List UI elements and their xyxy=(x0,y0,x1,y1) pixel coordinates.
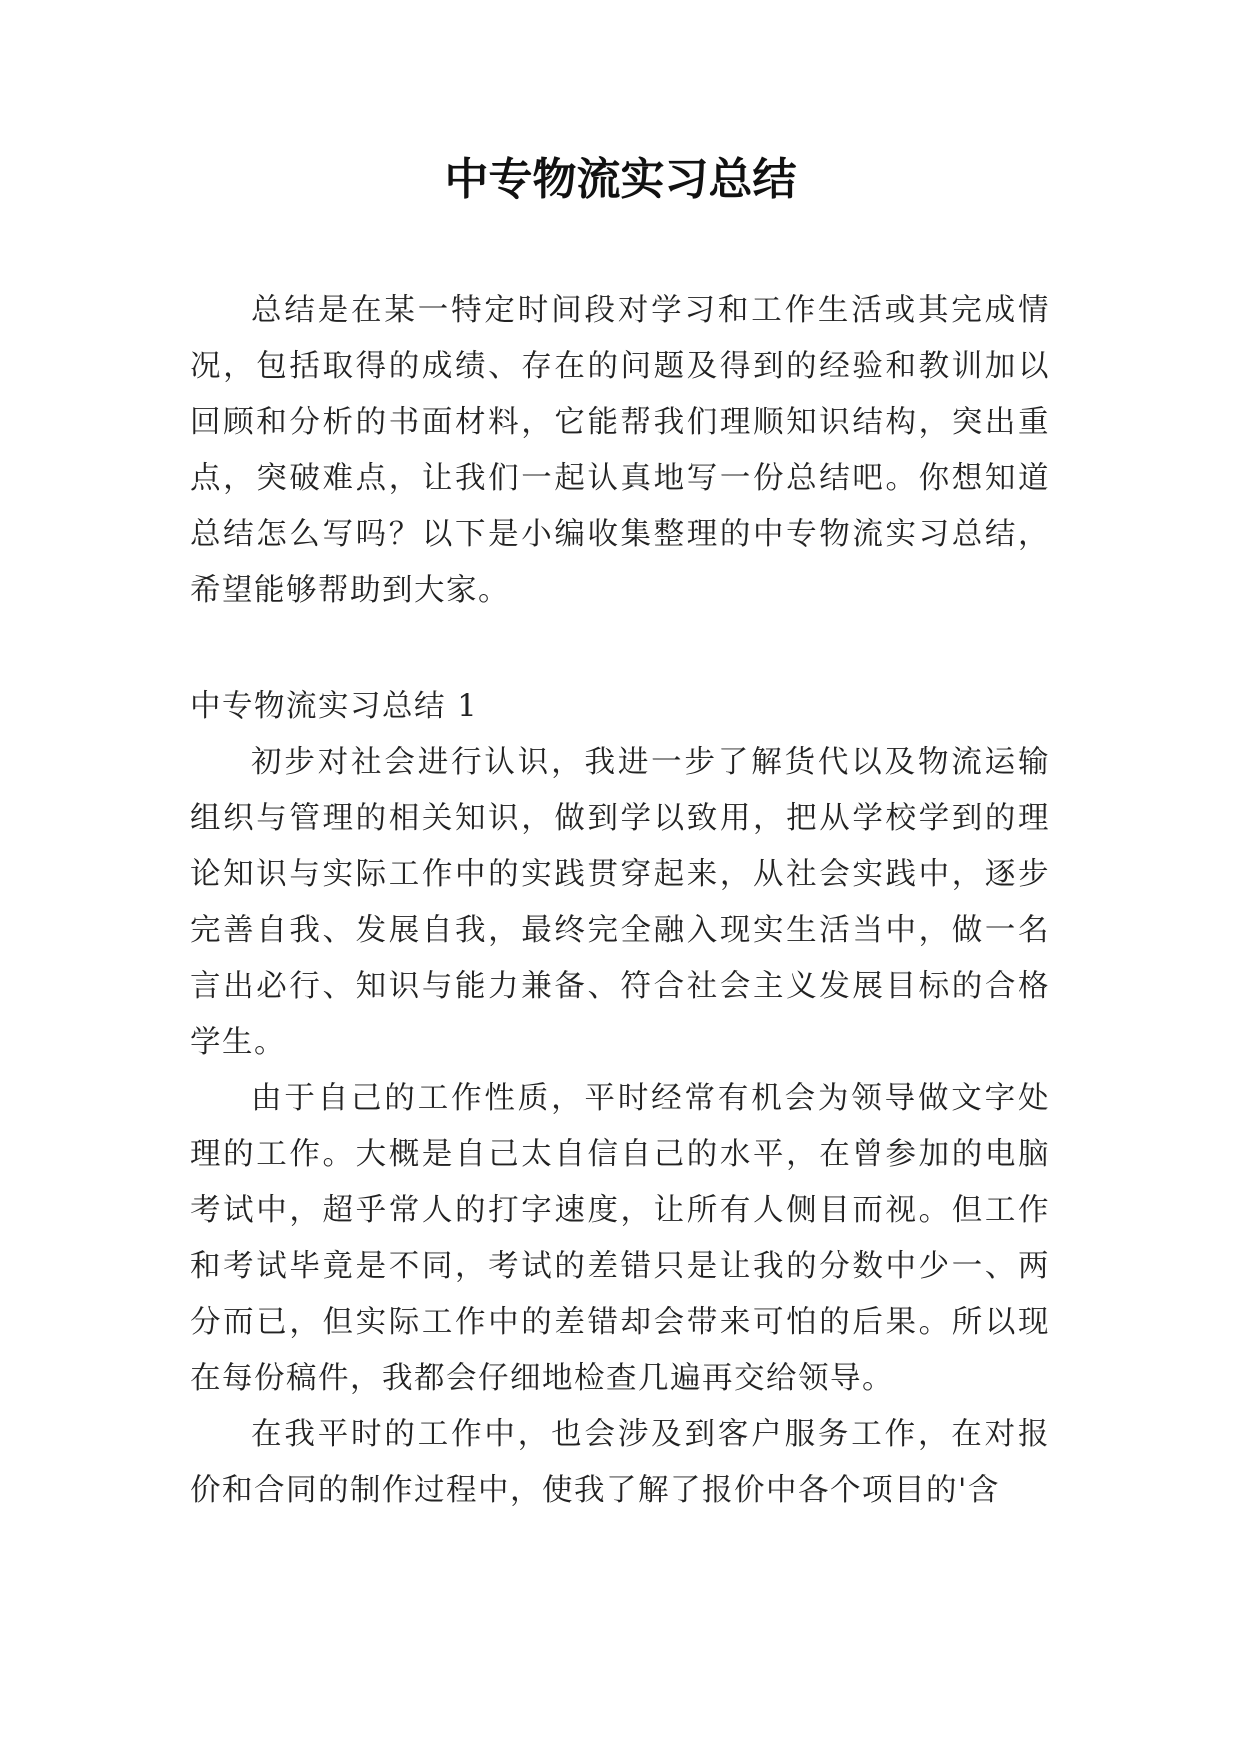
intro-paragraph: 总结是在某一特定时间段对学习和工作生活或其完成情况，包括取得的成绩、存在的问题及得到的经验和教训加以回顾和分析的书面材料，它能帮我们理顺知识结构，突出重点，突破难点，让我们一起认真地写一份总结吧。你想知道总结怎么写吗？以下是小编收集整理的中专物流实习总结，希望能够帮助到大家。 xyxy=(190,293,1050,608)
section-spacer xyxy=(190,619,1050,679)
body-paragraph-1: 初步对社会进行认识，我进一步了解货代以及物流运输组织与管理的相关知识，做到学以致用，把从学校学到的理论知识与实际工作中的实践贯穿起来，从社会实践中，逐步完善自我、发展自我，最终完全融入现实生活当中，做一名言出必行、知识与能力兼备、符合社会主义发展目标的合格学生。 xyxy=(190,745,1050,1060)
document-title: 中专物流实习总结 xyxy=(444,154,797,205)
document-body xyxy=(190,283,1050,1519)
body-paragraph-3: 在我平时的工作中，也会涉及到客户服务工作，在对报价和合同的制作过程中，使我了解了报价中各个项目的'含 xyxy=(190,1417,1050,1508)
section-heading: 中专物流实习总结 1 xyxy=(190,689,479,724)
body-paragraph-2: 由于自己的工作性质，平时经常有机会为领导做文字处理的工作。大概是自己太自信自己的水平，在曾参加的电脑考试中，超乎常人的打字速度，让所有人侧目而视。但工作和考试毕竟是不同，考试的差错只是让我的分数中少一、两分而已，但实际工作中的差错却会带来可怕的后果。所以现在每份稿件，我都会仔细地检查几遍再交给领导。 xyxy=(190,1081,1050,1396)
